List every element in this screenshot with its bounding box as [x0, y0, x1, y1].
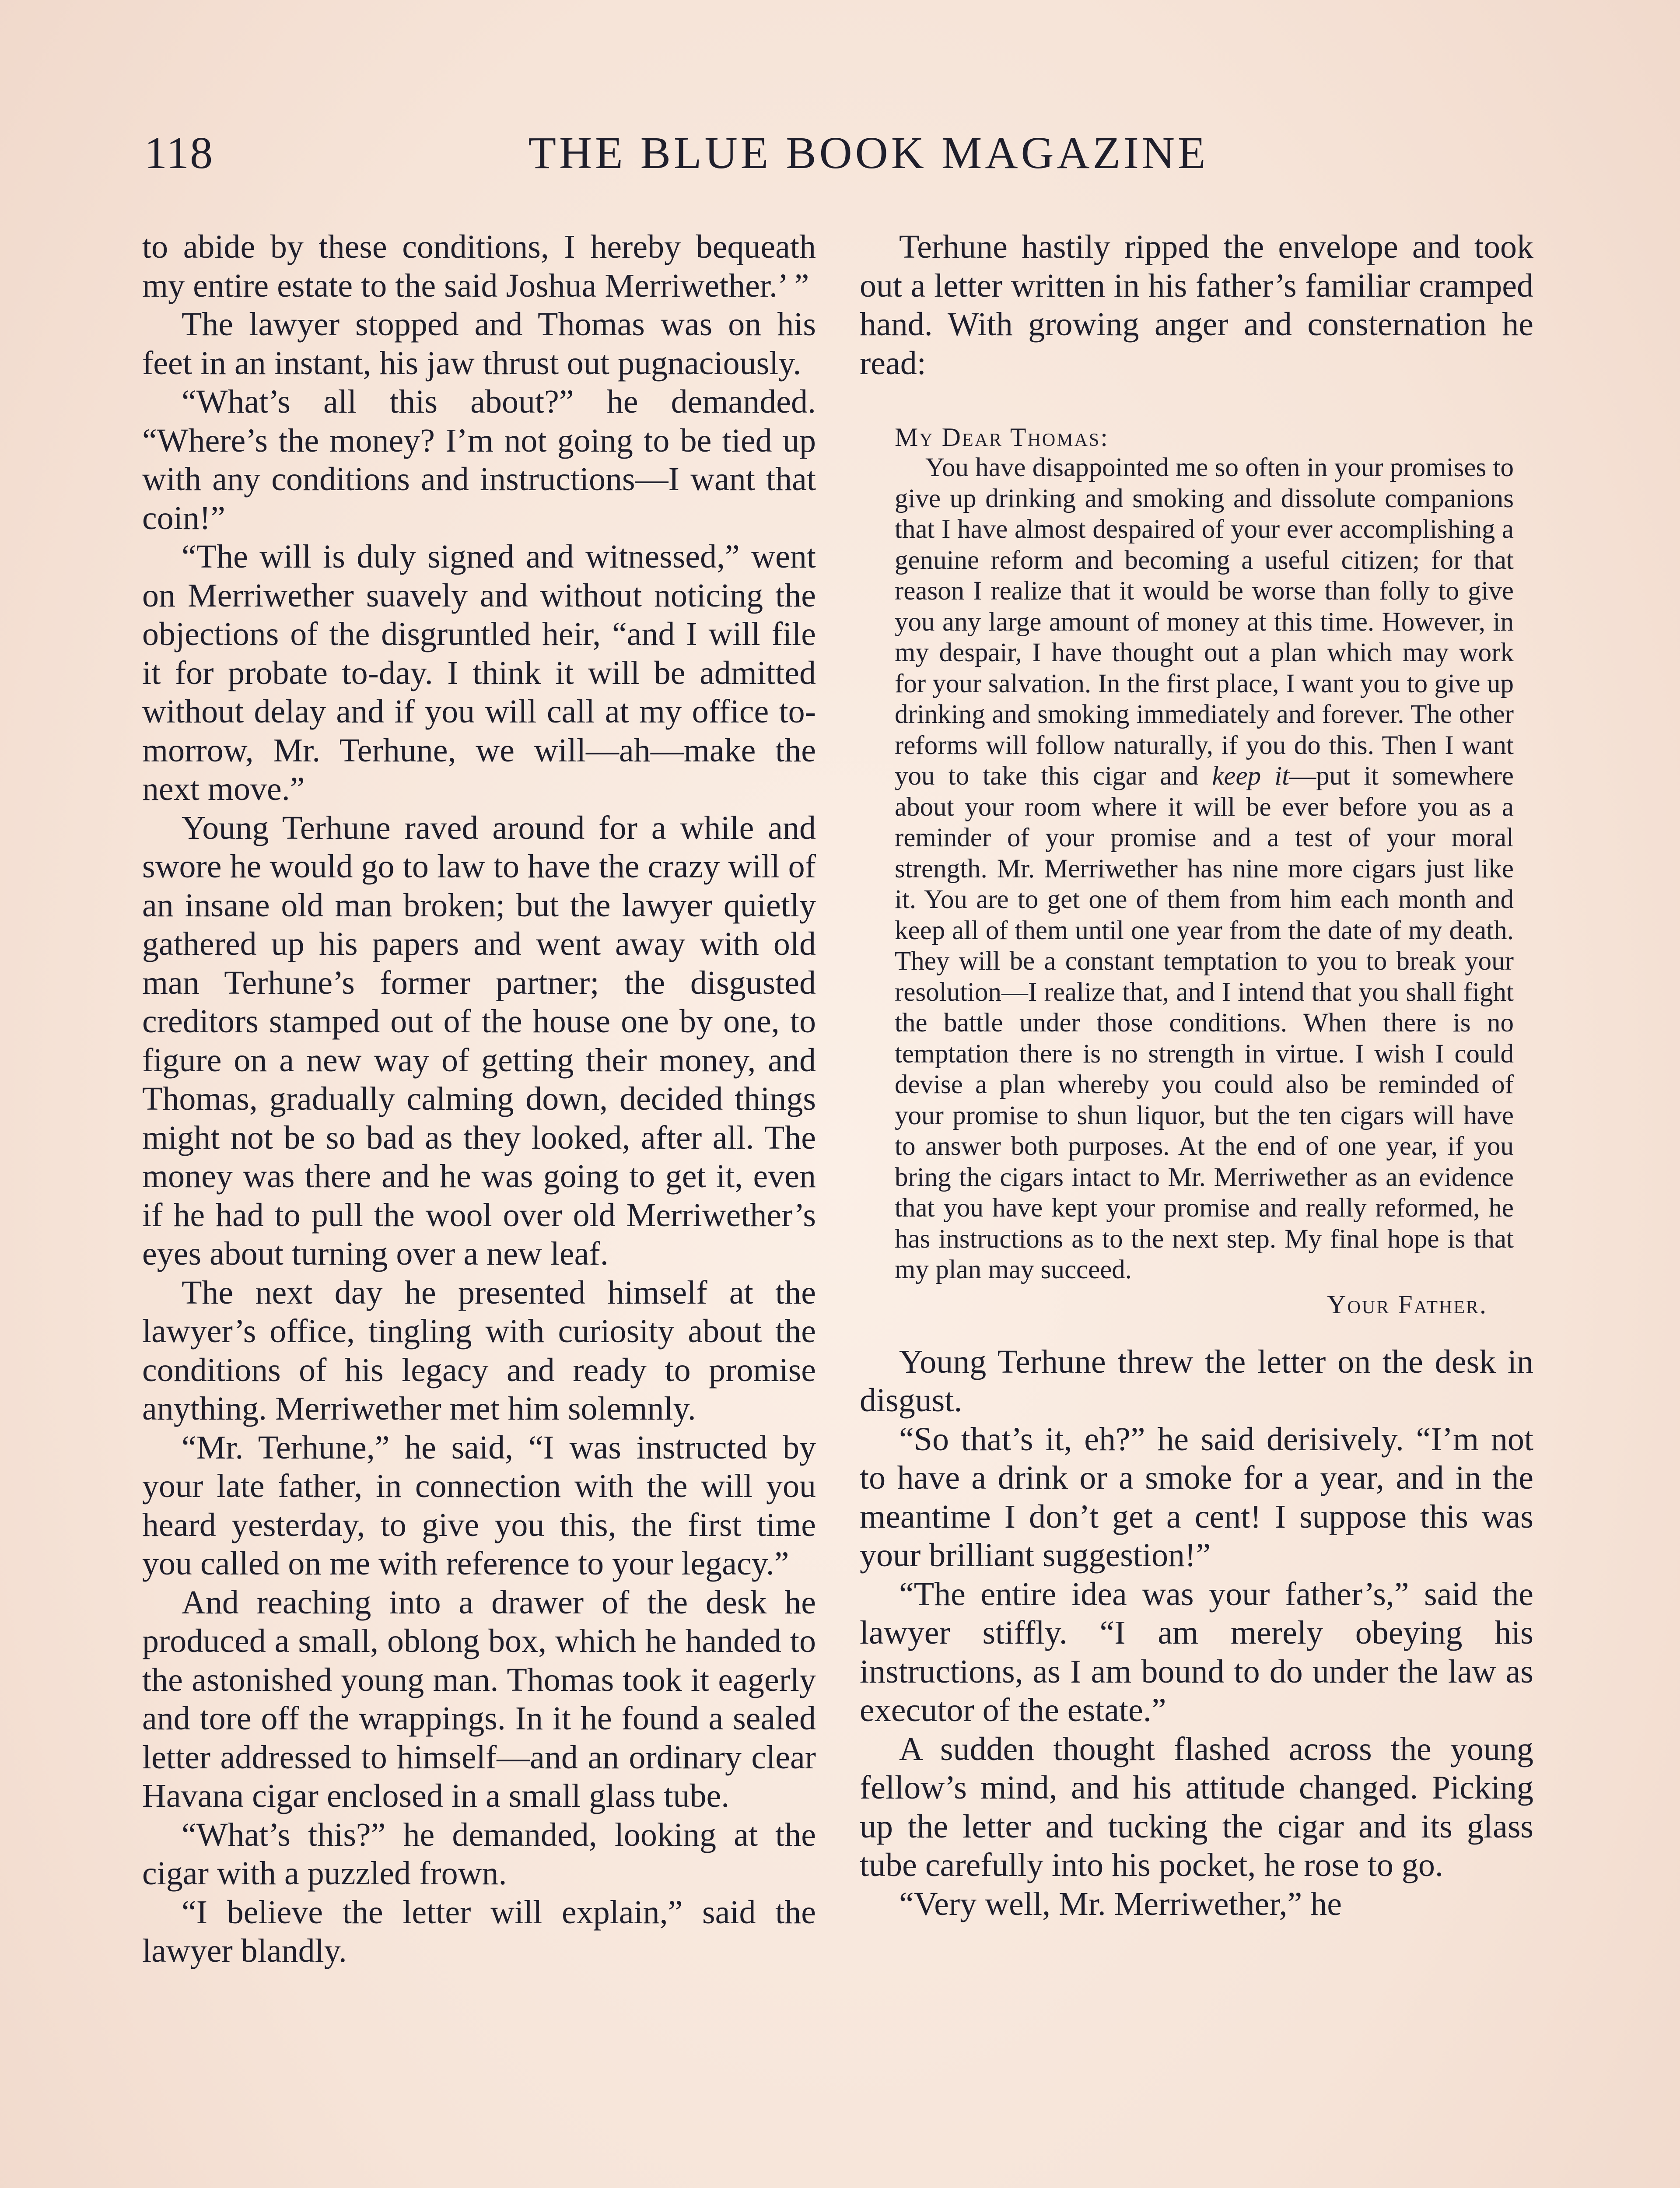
- paragraph: to abide by these conditions, I hereby bequeath my entire estate to the said Joshua Merriwether.’ ”: [142, 228, 816, 304]
- paragraph: Terhune hastily ripped the envelope and took out a letter written in his father’s familiar cramped hand. With growing anger and consternation he read:: [860, 228, 1533, 382]
- paragraph: A sudden thought flashed across the young fellow’s mind, and his attitude changed. Picking up the letter and tucking the cigar and its glass tube carefully into his pocket, he rose to go.: [860, 1730, 1533, 1883]
- paragraph: Young Terhune raved around for a while and swore he would go to law to have the crazy will of an insane old man broken; but the lawyer quietly gathered up his papers and went away with old man Terhune’s former partner; the disgusted creditors stamped out of the house one by one, to figure on a new way of getting their money, and Thomas, gradually calming down, decided things might not be so bad as they looked, after all. The money was there and he was going to get it, even if he had to pull the wool over old Merriwether’s eyes about turning over a new leaf.: [142, 809, 816, 1272]
- page-number: 118: [144, 128, 214, 178]
- letter-text: You have disappointed me so often in your promises to give up drinking and smoking and dissolute companions that I have almost despaired of your ever accomplishing a genuine reform and becoming a useful citizen; for that reason I realize that it would be worse than folly to give you any large amount of money at this time. However, in my despair, I have thought out a plan which may work for your salvation. In the first place, I want you to give up drinking and smoking immediately and forever. The other reforms will follow naturally, if you do this. Then I want you to take this cigar and: [895, 453, 1514, 791]
- paragraph: “The will is duly signed and witnessed,” went on Merriwether suavely and without noticing the objections of the disgruntled heir, “and I will file it for probate to-day. I think it will be admitted without delay and if you will call at my office to-morrow, Mr. Terhune, we will—ah—make the next move.”: [142, 538, 816, 807]
- paragraph: And reaching into a drawer of the desk he produced a small, oblong box, which he handed to the astonished young man. Thomas took it eagerly and tore off the wrappings. In it he found a sealed letter addressed to himself—and an ordinary clear Havana cigar enclosed in a small glass tube.: [142, 1584, 816, 1814]
- letter-text: —put it somewhere about your room where it will be ever before you as a reminder of your promise and a test of your moral strength. Mr. Merriwether has nine more cigars just like it. You are to get one of them from him each month and keep all of them until one year from the date of my death. They will be a constant temptation to you to break your resolution—I realize that, and I intend that you shall fight the battle under those conditions. When there is no temptation there is no strength in virtue. I wish I could devise a plan whereby you could also be reminded of your promise to shun liquor, but the ten cigars will have to answer both purposes. At the end of one year, if you bring the cigars intact to Mr. Merriwether as an evidence that you have kept your promise and really reformed, he has instructions as to the next step. My final hope is that my plan may succeed.: [895, 761, 1514, 1284]
- paragraph: “The entire idea was your father’s,” said the lawyer stiffly. “I am merely obeying his instructions, as I am bound to do under the law as executor of the estate.”: [860, 1575, 1533, 1729]
- magazine-title: THE BLUE BOOK MAGAZINE: [528, 128, 1209, 178]
- paragraph: The lawyer stopped and Thomas was on his feet in an instant, his jaw thrust out pugnaciously.: [142, 306, 816, 382]
- father-letter: [895, 422, 1514, 1320]
- paragraph: Young Terhune threw the letter on the desk in disgust.: [860, 1343, 1533, 1419]
- paragraph: The next day he presented himself at the lawyer’s office, tingling with curiosity about the conditions of his legacy and ready to promise anything. Merriwether met him solemnly.: [142, 1274, 816, 1427]
- letter-emphasis: keep it: [1212, 761, 1290, 791]
- page-header: [140, 127, 1540, 188]
- paragraph: “What’s this?” he demanded, looking at the cigar with a puzzled frown.: [142, 1816, 816, 1892]
- paragraph: “So that’s it, eh?” he said derisively. “I’m not to have a drink or a smoke for a year, and in the meantime I don’t get a cent! I suppose this was your brilliant suggestion!”: [860, 1420, 1533, 1574]
- letter-signature: Your Father.: [1327, 1290, 1488, 1319]
- paragraph: “I believe the letter will explain,” said the lawyer blandly.: [142, 1893, 816, 1969]
- left-column: [142, 228, 816, 1971]
- paragraph: “Mr. Terhune,” he said, “I was instructed by your late father, in connection with the will you heard yesterday, to give you this, the first time you called on me with reference to your legacy.”: [142, 1429, 816, 1582]
- paragraph: “Very well, Mr. Merriwether,” he: [899, 1885, 1342, 1922]
- letter-salutation: My Dear Thomas:: [895, 423, 1109, 452]
- right-column: [860, 228, 1533, 1923]
- letter-body: [895, 452, 1514, 1286]
- paragraph: “What’s all this about?” he demanded. “Where’s the money? I’m not going to be tied up with any conditions and instructions—I want that coin!”: [142, 383, 816, 536]
